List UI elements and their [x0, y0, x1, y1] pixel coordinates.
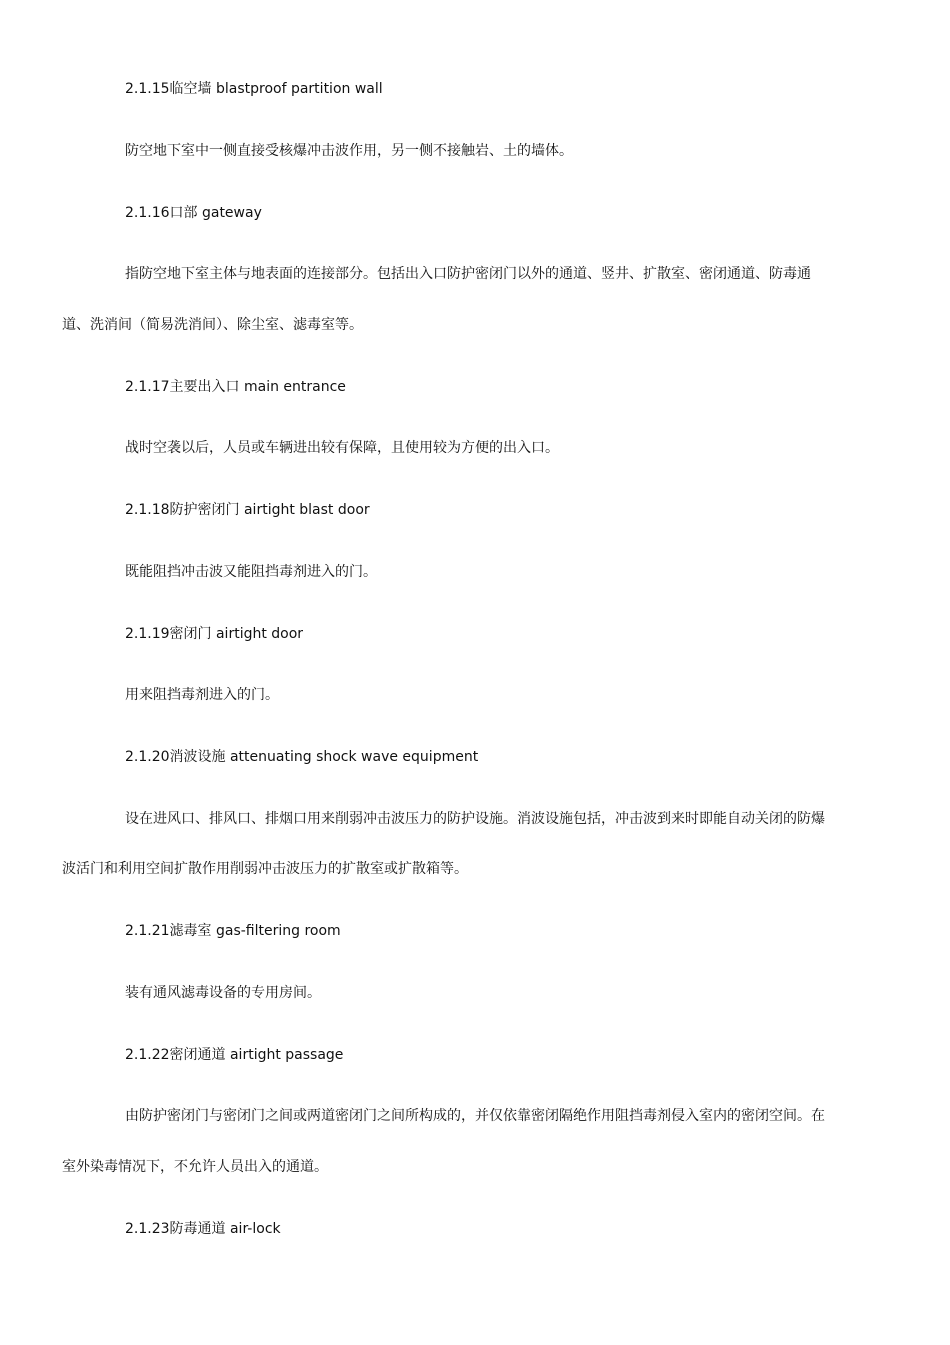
entry-heading: 2.1.18防护密闭门 airtight blast door — [125, 502, 370, 518]
entry-text-line: 战时空袭以后，人员或车辆进出较有保障，且使用较为方便的出入口。 — [125, 440, 559, 456]
entry-heading: 2.1.15临空墙 blastproof partition wall — [125, 81, 383, 97]
entry-heading: 2.1.16口部 gateway — [125, 205, 262, 221]
entry-heading: 2.1.21滤毒室 gas-filtering room — [125, 923, 341, 939]
entry-text-line: 设在进风口、排风口、排烟口用来削弱冲击波压力的防护设施。消波设施包括，冲击波到来时即能自动关闭的防爆 — [125, 811, 825, 827]
entry-heading: 2.1.20消波设施 attenuating shock wave equipment — [125, 749, 479, 765]
entry-text-line: 道、洗消间（简易洗消间）、除尘室、滤毒室等。 — [62, 317, 363, 333]
entry-text-line: 指防空地下室主体与地表面的连接部分。包括出入口防护密闭门以外的通道、竖井、扩散室、密闭通道、防毒通 — [125, 266, 811, 282]
entry-text-line: 既能阻挡冲击波又能阻挡毒剂进入的门。 — [125, 564, 377, 580]
entry-text-line: 由防护密闭门与密闭门之间或两道密闭门之间所构成的，并仅依靠密闭隔绝作用阻挡毒剂侵入室内的密闭空间。在 — [125, 1108, 825, 1124]
entry-text-line: 防空地下室中一侧直接受核爆冲击波作用，另一侧不接触岩、土的墙体。 — [125, 143, 573, 159]
entry-text-line: 波活门和利用空间扩散作用削弱冲击波压力的扩散室或扩散箱等。 — [62, 861, 468, 877]
entry-text-line: 用来阻挡毒剂进入的门。 — [125, 687, 279, 703]
entry-heading: 2.1.17主要出入口 main entrance — [125, 379, 346, 395]
entry-heading: 2.1.19密闭门 airtight door — [125, 626, 304, 642]
entry-text-line: 装有通风滤毒设备的专用房间。 — [125, 985, 321, 1001]
entry-heading: 2.1.22密闭通道 airtight passage — [125, 1047, 344, 1063]
entry-text-line: 室外染毒情况下，不允许人员出入的通道。 — [62, 1159, 328, 1175]
entry-heading: 2.1.23防毒通道 air-lock — [125, 1221, 281, 1237]
